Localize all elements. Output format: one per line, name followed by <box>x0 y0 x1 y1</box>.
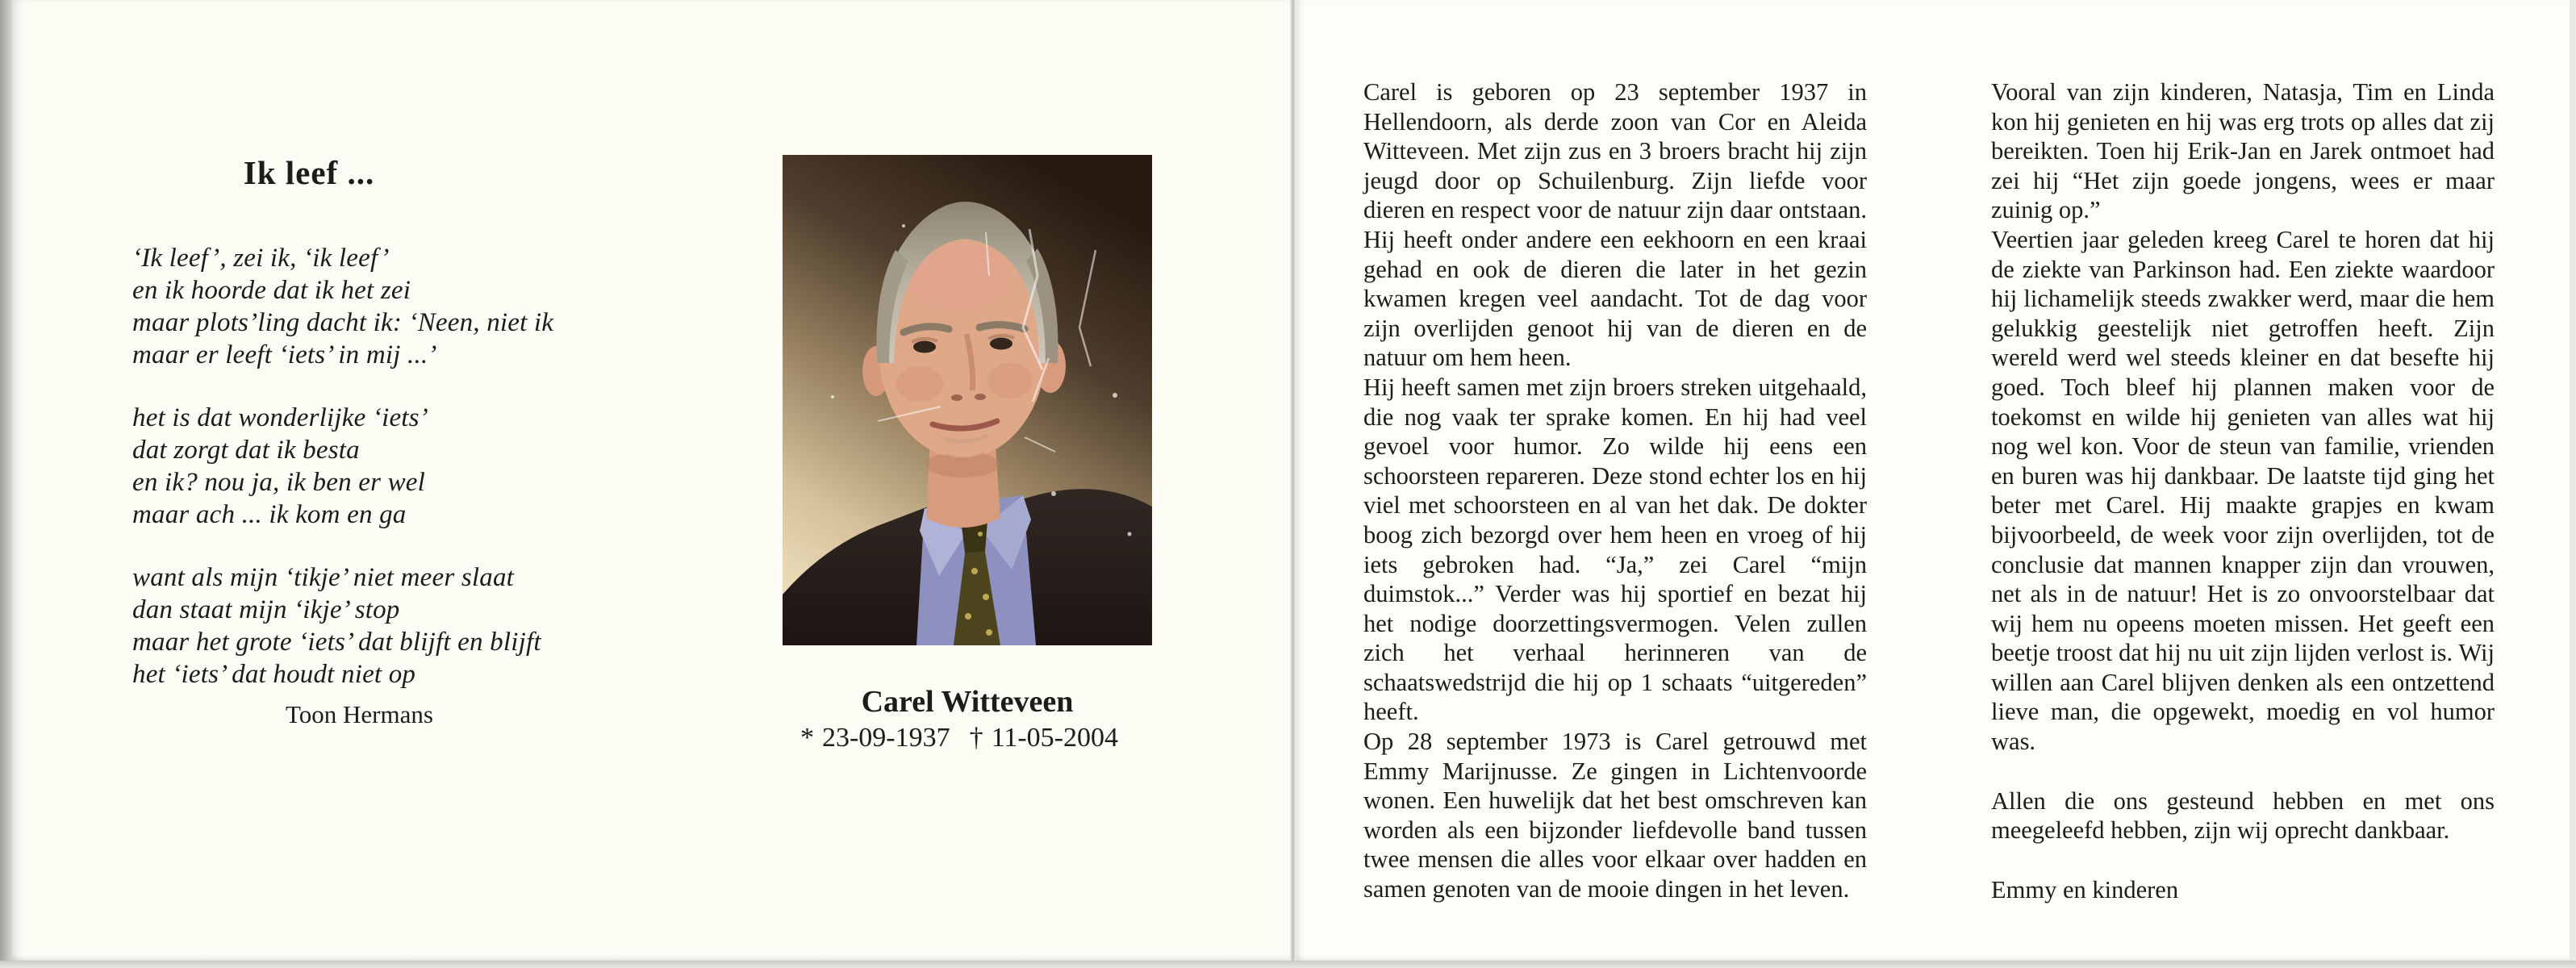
life-dates <box>774 723 1144 753</box>
death-dagger-icon: † <box>969 723 983 753</box>
birth-date-value: 23-09-1937 <box>821 723 950 753</box>
card-right-page <box>1296 0 2570 961</box>
paragraph: Veertien jaar geleden kreeg Carel te horen dat hij de ziekte van Parkinson had. Een ziekte waardoor hij lichamelijk steeds zwakker werd, maar die hem gelukkig geestelijk niet getroffen heeft. Zijn wereld werd wel steeds kleiner en dat besefte hij goed. Toch bleef hij plannen maken voor de toekomst en wilde hij genieten van alles wat hij nog wel kon. Voor de steun van familie, vrienden en buren was hij dankbaar. De laatste tijd ging het beter met Carel. Hij maakte grapjes en kwam bijvoorbeeld, de week voor zijn overlijden, tot de conclusie dat mannen knapper zijn dan vrouwen, net als in de natuur! Het is zo onvoorstelbaar dat wij hem nu opeens moeten missen. Het geeft een beetje troost dat hij nu uit zijn lijden verlost is. Wij willen aan Carel blijven denken als een ontzettend lieve man, die opgewekt, moedig en vol humor was. <box>1991 225 2495 756</box>
cheek-left <box>896 366 944 402</box>
poem-line: en ik? nou ja, ik ben er wel <box>132 468 426 497</box>
poem-line: want als mijn ‘tikje’ niet meer slaat <box>132 563 515 592</box>
nostril-right <box>975 394 986 400</box>
birth-star-icon: * <box>800 723 814 753</box>
poem-stanza-1 <box>132 242 553 371</box>
poem-line: maar ach ... ik kom en ga <box>132 500 407 529</box>
poem-title: Ik leef ... <box>243 154 375 191</box>
eye-left <box>913 341 936 353</box>
eye-right <box>990 338 1012 350</box>
birth-date <box>800 723 950 753</box>
paragraph: Hij heeft samen met zijn broers streken uitgehaald, die nog vaak ter sprake komen. En hij had veel gevoel voor humor. Zo wilde hij eens een schoorsteen repareren. Deze stond echter los en hij viel met schoorsteen en al van het dak. De dokter boog zich bezorgd over hem heen en vroeg of hij iets gebroken had. “Ja,” zei Carel “mijn duimstok...” Verder was hij sportief en bezat hij het nodige doorzettingsvermogen. Velen zullen zich het verhaal herinneren van de schaatswedstrijd die hij op 1 schaats “uitgereden” heeft. <box>1363 373 1867 726</box>
acknowledgement-text: Allen die ons gesteund hebben en met ons meegeleefd hebben, zijn wij oprecht dankbaar. <box>1991 786 2495 845</box>
poem-line: en ik hoorde dat ik het zei <box>132 276 411 305</box>
death-date-value: 11-05-2004 <box>991 723 1119 753</box>
poem <box>132 242 553 721</box>
death-date <box>970 723 1118 753</box>
scan-edge-bottom <box>0 961 2576 968</box>
card-left-page <box>11 0 1292 961</box>
signature: Emmy en kinderen <box>1991 875 2179 903</box>
life-story-column-1 <box>1363 77 1867 904</box>
poem-line: maar plots’ling dacht ik: ‘Neen, niet ik <box>132 308 554 337</box>
poem-line: het ‘iets’ dat houdt niet op <box>132 660 416 689</box>
paragraph: Vooral van zijn kinderen, Natasja, Tim en Linda kon hij genieten en hij was erg trots op alles dat zij bereikten. Toen hij Erik-Jan en Jarek ontmoet had zei hij “Het zijn goede jongens, wees er maar zuinig op.” <box>1991 78 2495 224</box>
deceased-name: Carel Witteveen <box>861 685 1074 719</box>
poem-line: maar het grote ‘iets’ dat blijft en blijft <box>132 628 541 657</box>
poem-line: dat zorgt dat ik besta <box>132 436 360 465</box>
poem-line: dan staat mijn ‘ikje’ stop <box>132 595 400 624</box>
life-story-column-2-paragraphs <box>1991 77 2495 757</box>
nostril-left <box>951 394 962 401</box>
paragraph: Op 28 september 1973 is Carel getrouwd met Emmy Marijnusse. Ze gingen in Lichtenvoorde wonen. Een huwelijk dat het best omschreven kan worden als een bijzonder liefdevolle band tussen twee mensen die alles voor elkaar over hadden en samen genoten van de mooie dingen in het leven. <box>1363 728 1867 903</box>
cheek-right <box>987 363 1033 398</box>
scan-edge-left <box>0 0 11 968</box>
poem-line: het is dat wonderlijke ‘iets’ <box>132 403 428 432</box>
portrait-photo-illustration <box>783 155 1152 645</box>
poem-author: Toon Hermans <box>286 700 433 728</box>
poem-stanza-2 <box>132 402 553 531</box>
paragraph: Carel is geboren op 23 september 1937 in Hellendoorn, als derde zoon van Cor en Aleida Witteveen. Met zijn zus en 3 broers bracht hij zijn jeugd door op Schuilenburg. Zijn liefde voor dieren en respect voor de natuur zijn daar ontstaan. Hij heeft onder andere een eekhoorn en een kraai gehad en ook de dieren die later in het gezin kwamen kregen veel aandacht. Tot de dag voor zijn overlijden genoot hij van de dieren en de natuur om hem heen. <box>1363 78 1867 372</box>
portrait-photo <box>783 155 1152 645</box>
card-fold-seam <box>1290 0 1296 961</box>
poem-line: maar er leeft ‘iets’ in mij ...’ <box>132 340 437 369</box>
poem-line: ‘Ik leef’, zei ik, ‘ik leef’ <box>132 244 390 273</box>
poem-stanza-3 <box>132 561 553 691</box>
life-story-column-2 <box>1991 77 2495 904</box>
